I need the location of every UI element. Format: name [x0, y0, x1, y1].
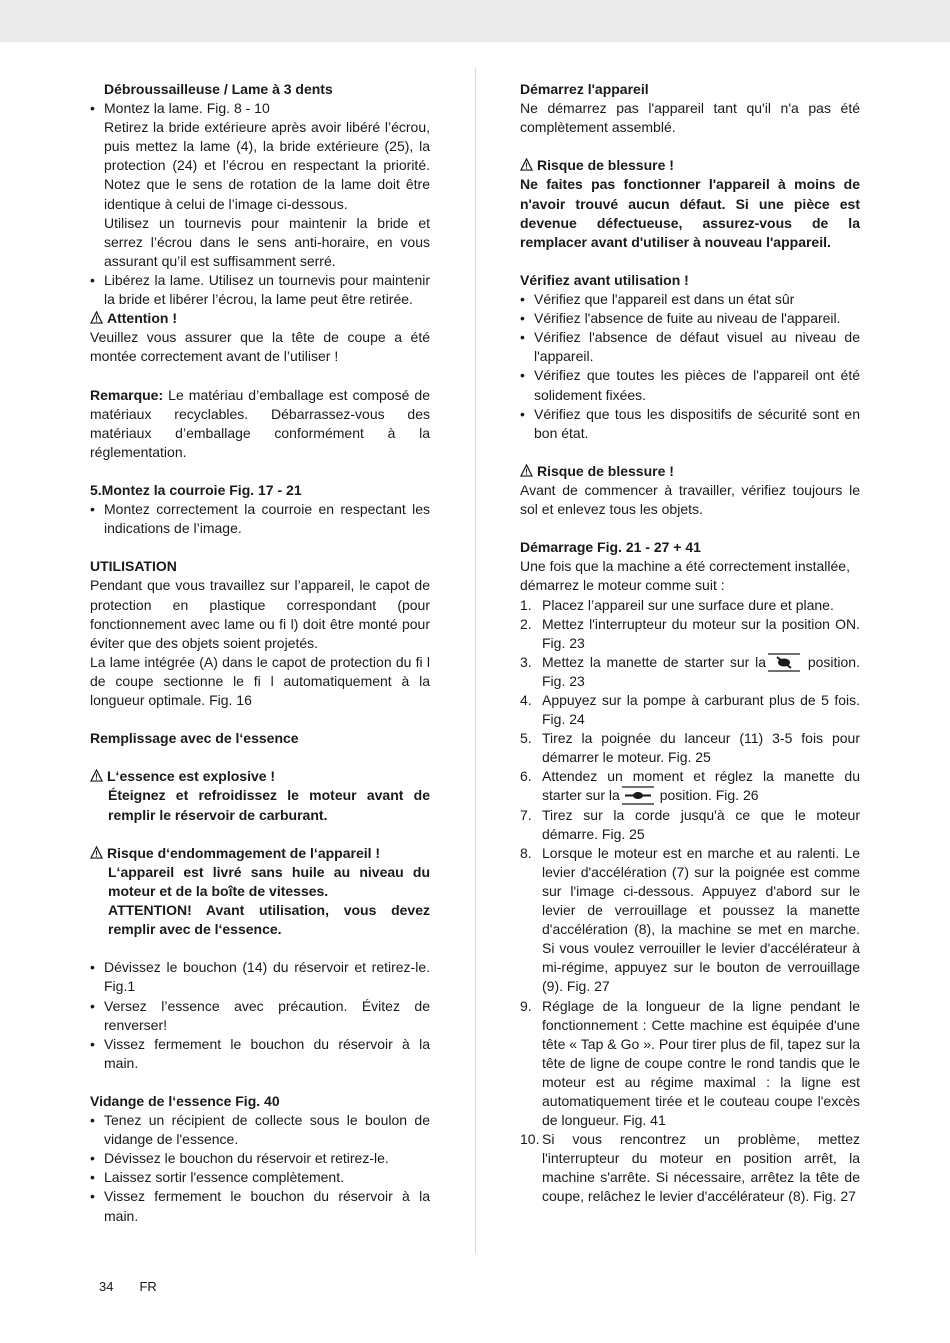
step-item: [520, 653, 860, 691]
step-text: Réglage de la longueur de la ligne pendant le fonctionnement : Cette machine est équipée d'une tête « Tap & Go ». Pour tirer plus de fil, tapez sur la tête de ligne de coupe contre le rond tandis que le moteur est au régime maximal : la ligne est automatiquement tirée et le couteau coupe l'excès de longueur. Fig. 41: [542, 997, 860, 1129]
attention-text: Veuillez vous assurer que la tête de coupe a été montée correctement avant de l’utiliser !: [90, 329, 430, 365]
language-code: FR: [139, 1279, 157, 1294]
courroie-list: [90, 500, 430, 538]
list-item: • Laissez sortir l'essence complètement.: [90, 1168, 430, 1187]
demarrage-steps: [520, 596, 860, 1207]
heading-demarrez: Démarrez l'appareil: [520, 81, 649, 97]
choke-open-icon: [622, 786, 654, 805]
endommagement-text: ATTENTION! Avant utilisation, vous devez remplir avec de l‘essence.: [108, 902, 430, 938]
warning-label: L‘essence est explosive !: [107, 768, 276, 785]
step-number: 4.: [520, 692, 532, 708]
list-item: • Versez l’essence avec précaution. Évitez de renverser!: [90, 997, 430, 1035]
demarrage-intro: Une fois que la machine a été correctement installée, démarrez le moteur comme suit :: [520, 558, 850, 594]
step-item: [520, 844, 860, 997]
step-text: Tirez la poignée du lanceur (11) 3-5 fois pour démarrer le moteur. Fig. 25: [542, 730, 860, 766]
choke-closed-icon: [768, 653, 800, 672]
heading-verifiez: Vérifiez avant utilisation !: [520, 271, 689, 288]
heading-vidange: Vidange de l‘essence Fig. 40: [90, 1092, 280, 1109]
step-number: 2.: [520, 615, 532, 632]
warning-endommagement: [90, 844, 430, 863]
step-item: [520, 997, 860, 1131]
warning-label: Risque de blessure !: [537, 462, 674, 479]
step-item: [520, 806, 860, 844]
warning-triangle-icon: [520, 158, 533, 171]
list-item-paragraph: Retirez la bride extérieure après avoir libéré l’écrou, puis mettez la lame (4), la bride extérieure (25), la protection (24) et l’écrou en respectant la priorité. Notez que le sens de rotation de la lame doit être identique à celui de l’image ci-dessous.: [104, 119, 430, 212]
remplissage-list: [90, 958, 430, 1073]
step-text: Mettez l'interrupteur du moteur sur la position ON. Fig. 23: [542, 615, 860, 651]
step-number: 1.: [520, 596, 532, 613]
warning-triangle-icon: [90, 311, 103, 324]
step-number: 7.: [520, 806, 532, 823]
list-item-text: Montez la lame. Fig. 8 - 10: [104, 100, 270, 117]
step-item: [520, 615, 860, 653]
step-text: Attendez un moment et réglez la manette du starter sur la: [542, 768, 860, 804]
step-number: 9.: [520, 997, 532, 1014]
blessure-text: Avant de commencer à travailler, vérifiez toujours le sol et enlevez tous les objets.: [520, 481, 860, 518]
list-item-paragraph: Utilisez un tournevis pour maintenir la bride et serrez l’écrou dans le sens anti-horaire, en vous assurant qu’il est suffisamment serré.: [104, 214, 430, 269]
heading-utilisation: UTILISATION: [90, 558, 177, 575]
utilisation-paragraph: Pendant que vous travaillez sur l’appareil, le capot de protection en plastique correspondant (pour fonctionnement avec lame ou fi l) doit être monté pour éviter que des objets soient projetés.: [90, 577, 430, 651]
list-item: [90, 99, 430, 271]
step-text: position. Fig. 26: [655, 787, 759, 804]
step-number: 8.: [520, 844, 532, 861]
endommagement-text: L‘appareil est livré sans huile au niveau du moteur et de la boîte de vitesses.: [108, 863, 430, 899]
utilisation-paragraph: La lame intégrée (A) dans le capot de protection du fi l de coupe sectionne le fi l automatiquement à la longueur optimale. Fig. 16: [90, 653, 430, 708]
heading-remplissage: Remplissage avec de l‘essence: [90, 730, 299, 747]
step-text: Tirez sur la corde jusqu'à ce que le moteur démarre. Fig. 25: [542, 806, 860, 842]
heading-debroussailleuse: Débroussailleuse / Lame à 3 dents: [104, 81, 333, 97]
list-item: • Vérifiez l'absence de défaut visuel au niveau de l'appareil.: [520, 328, 860, 366]
warning-triangle-icon: [520, 464, 533, 477]
step-text: position. Fig. 23: [542, 653, 860, 689]
list-item: • Dévissez le bouchon du réservoir et retirez-le.: [90, 1149, 430, 1168]
step-item: [520, 596, 860, 615]
demarrez-text: Ne démarrez pas l'appareil tant qu'il n'a pas été complètement assemblé.: [520, 100, 860, 136]
warning-blessure: [520, 462, 860, 481]
vidange-list: [90, 1111, 430, 1226]
explosive-text: Éteignez et refroidissez le moteur avant de remplir le réservoir de carburant.: [108, 787, 430, 823]
step-text: Appuyez sur la pompe à carburant plus de 5 fois. Fig. 24: [542, 692, 860, 728]
warning-triangle-icon: [90, 769, 103, 782]
step-text: Lorsque le moteur est en marche et au ralenti. Le levier d'accélération (7) sur la poignée est comme sur l'image ci-dessous. Appuyez d'abord sur le levier de verrouillage et poussez la manette d'accélération (8), la machine se met en marche. Si vous voulez verrouiller le levier d'accélérateur à mi-régime, appuyez sur le bouton de verrouillage (9). Fig. 27: [542, 844, 860, 995]
list-item: • Tenez un récipient de collecte sous le boulon de vidange de l'essence.: [90, 1111, 430, 1149]
step-item: [520, 691, 860, 729]
remarque-text: Le matériau d’emballage est composé de matériaux recyclables. Débarrassez-vous des matériaux d’emballage conformément à la réglementation.: [90, 386, 430, 460]
remarque-paragraph: [90, 386, 430, 462]
step-item: [520, 1130, 860, 1206]
page-number: 34: [99, 1279, 114, 1294]
top-bar: [0, 0, 950, 42]
list-item: • Libérez la lame. Utilisez un tournevis pour maintenir la bride et libérer l’écrou, la lame peut être retirée.: [90, 271, 430, 309]
step-number: 10.: [520, 1131, 540, 1148]
step-text: Si vous rencontrez un problème, mettez l'interrupteur du moteur en position arrêt, la machine s'arrête. Si nécessaire, arrêtez la tête de coupe, relâchez le levier d'accélérateur (8). Fig. 27: [542, 1131, 860, 1205]
right-column: [520, 80, 860, 1207]
column-divider: [475, 68, 476, 1253]
heading-courroie: 5.Montez la courroie Fig. 17 - 21: [90, 481, 302, 498]
step-number: 3.: [520, 653, 532, 670]
list-item: • Vissez fermement le bouchon du réservoir à la main.: [90, 1187, 430, 1225]
warning-label: Risque d‘endommagement de l‘appareil !: [107, 844, 381, 861]
step-number: 6.: [520, 768, 532, 785]
mount-blade-list: [90, 99, 430, 309]
attention-heading: [90, 309, 430, 328]
list-item: • Dévissez le bouchon (14) du réservoir et retirez-le. Fig.1: [90, 958, 430, 996]
step-number: 5.: [520, 730, 532, 747]
left-column: [90, 80, 430, 1226]
list-item: • Montez correctement la courroie en respectant les indications de l’image.: [90, 500, 430, 538]
heading-demarrage: Démarrage Fig. 21 - 27 + 41: [520, 539, 701, 556]
list-item: • Vérifiez que l'appareil est dans un état sûr: [520, 290, 860, 309]
page-footer: [99, 1279, 183, 1294]
step-text: Mettez la manette de starter sur la: [542, 653, 767, 670]
warning-triangle-icon: [90, 846, 103, 859]
blessure-text: Ne faites pas fonctionner l'appareil à moins de n'avoir trouvé aucun défaut. Si une pièce est devenue défectueuse, assurez-vous de la remplacer avant d'utiliser à nouveau l'appareil.: [520, 176, 860, 250]
attention-label: Attention !: [107, 310, 177, 327]
warning-blessure: [520, 156, 860, 175]
remarque-label: Remarque:: [90, 386, 164, 403]
step-text: Placez l’appareil sur une surface dure et plane.: [542, 596, 834, 613]
step-item: [520, 767, 860, 805]
list-item: • Vérifiez que tous les dispositifs de sécurité sont en bon état.: [520, 405, 860, 443]
list-item: • Vissez fermement le bouchon du réservoir à la main.: [90, 1035, 430, 1073]
warning-explosive: [90, 767, 430, 786]
warning-label: Risque de blessure !: [537, 157, 674, 174]
step-item: [520, 729, 860, 767]
list-item: • Vérifiez l'absence de fuite au niveau de l'appareil.: [520, 309, 860, 328]
verifiez-list: [520, 290, 860, 443]
list-item: • Vérifiez que toutes les pièces de l'appareil ont été solidement fixées.: [520, 366, 860, 404]
